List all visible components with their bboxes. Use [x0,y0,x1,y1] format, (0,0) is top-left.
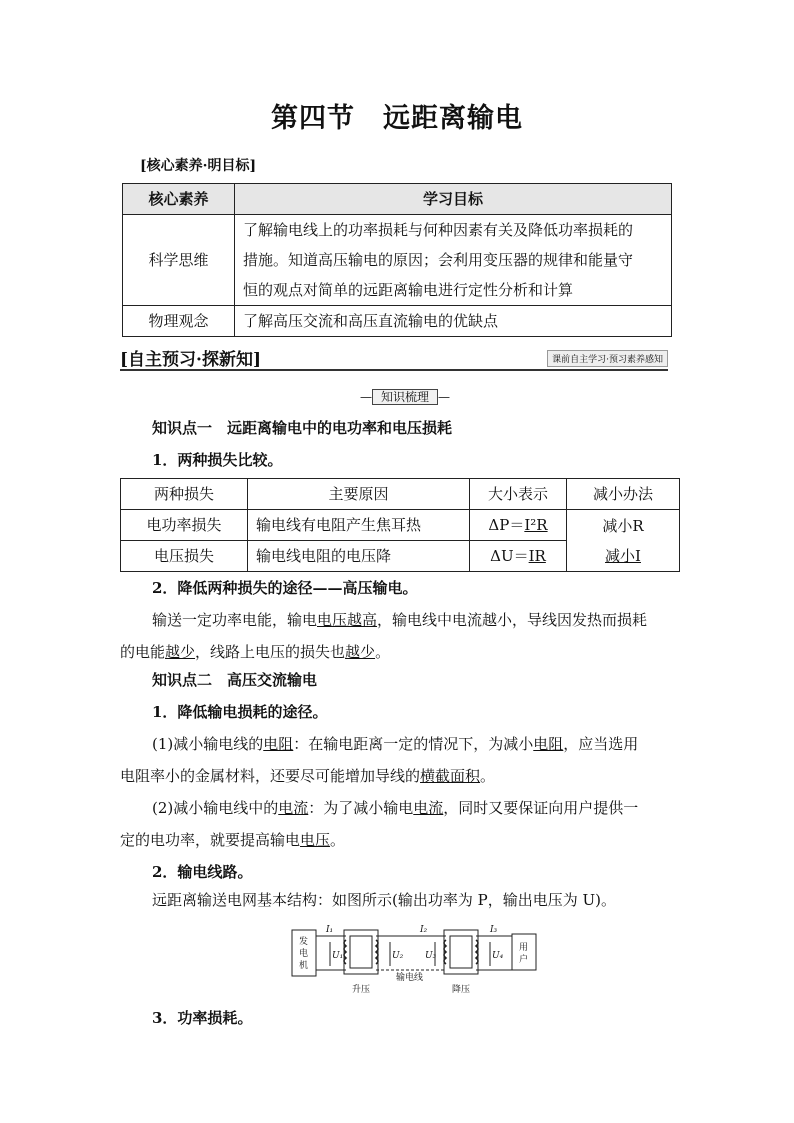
label-step-up: 升压 [352,985,371,995]
step-down-core [444,930,478,974]
loss-row-power-formula [470,510,567,541]
method-i [575,541,671,571]
loss-row-voltage-cause: 输电线电阻的电压降 [248,541,470,572]
text: 。 [375,643,391,661]
text: ：在输电距离一定的情况下，为减小 [293,735,534,753]
label-U4: U₄ [492,951,504,961]
text: 定的电功率，就要提高输电 [120,831,301,849]
section-band-rule [120,369,668,371]
loss-header-method: 减小办法 [567,479,680,510]
answer: 电流 [413,799,444,817]
label-U3: U₃ [425,951,437,961]
method-r: 减小R [602,516,644,535]
user-char: 户 [519,955,529,965]
answer: 横截面积 [420,767,481,785]
kp1-item1: 1．两种损失比较。 [152,451,283,469]
kp1-item2: 2．降低两种损失的途径——高压输电。 [152,579,418,597]
row-text-line: 了解输电线上的功率损耗与何种因素有关及降低功率损耗的 [243,221,634,239]
objectives-heading: [核心素养·明目标] [140,158,257,174]
label-U2: U₂ [392,951,404,961]
loss-row-power-cause: 输电线有电阻产生焦耳热 [248,510,470,541]
answer: 电阻 [263,735,294,753]
kp2-heading: 知识点二 高压交流输电 [152,671,318,689]
section-band-title: [自主预习·探新知] [120,350,262,370]
knowledge-box-label: 知识梳理 [372,389,438,405]
loss-row-voltage-formula [470,541,567,572]
text: ，应当选用 [563,735,639,753]
text: ：为了减小输电 [308,799,414,817]
section-band [120,345,668,369]
col-header-core: 核心素养 [123,184,235,215]
page-title: 第四节 远距离输电 [271,103,523,134]
formula-prefix: ΔP＝ [488,516,525,534]
text: 。 [330,831,346,849]
kp2-item3: 3．功率损耗。 [152,1009,253,1027]
kp2-p2-line1 [152,792,638,824]
transmission-diagram [290,922,540,997]
label-U1: U₁ [332,951,344,961]
kp2-p2-line2 [120,824,345,856]
method-i-answer: 减小I [605,546,641,565]
generator-char: 机 [299,961,309,971]
loss-header-size: 大小表示 [470,479,567,510]
kp1-heading: 知识点一 远距离输电中的电功率和电压损耗 [152,419,453,437]
label-I2: I₂ [420,925,428,935]
answer: 电阻 [533,735,564,753]
formula-prefix: ΔU＝ [490,547,529,565]
row-text-thinking [235,215,672,306]
loss-table [120,478,680,572]
text: 。 [480,767,496,785]
text: 的电能 [120,643,166,661]
label-I3: I₃ [490,925,498,935]
text: 电阻率小的金属材料，还要尽可能增加导线的 [120,767,421,785]
text: 输送一定功率电能，输电 [152,611,318,629]
text: ，线路上电压的损失也 [195,643,346,661]
row-text-line: 恒的观点对简单的远距离输电进行定性分析和计算 [243,281,574,299]
step-up-core [344,930,378,974]
objectives-table [122,183,672,337]
kp1-para-line1 [152,604,682,636]
kp2-item1: 1．降低输电损耗的途径。 [152,703,328,721]
loss-row-power-type: 电功率损失 [121,510,248,541]
step-down-core-window [450,936,472,968]
formula-answer: I²R [524,516,548,534]
kp2-item2: 2．输电线路。 [152,863,253,881]
row-name-thinking: 科学思维 [123,215,235,306]
generator-char: 电 [299,949,309,959]
knowledge-box: — 知识梳理 — [360,390,451,404]
answer: 越少 [345,643,376,661]
section-band-tag: 课前自主学习·预习素养感知 [547,350,668,367]
user-char: 用 [519,943,529,953]
loss-header-cause: 主要原因 [248,479,470,510]
row-text-physics: 了解高压交流和高压直流输电的优缺点 [235,306,672,337]
text: ，输电线中电流越小，导线因发热而损耗 [377,611,648,629]
loss-method-cell [567,510,680,572]
loss-row-voltage-type: 电压损失 [121,541,248,572]
kp2-p1-line2 [120,760,495,792]
col-header-goal: 学习目标 [235,184,672,215]
answer: 电流 [278,799,309,817]
loss-header-type: 两种损失 [121,479,248,510]
label-I1: I₁ [326,925,334,935]
formula-answer: IR [528,547,546,565]
row-text-line: 措施。知道高压输电的原因；会利用变压器的规律和能量守 [243,251,634,269]
text: (1)减小输电线的 [152,735,264,753]
generator-char: 发 [299,937,309,947]
answer: 电压 [300,831,331,849]
row-name-physics: 物理观念 [123,306,235,337]
kp2-p3: 远距离输送电网基本结构：如图所示(输出功率为 P，输出电压为 U)。 [152,891,616,909]
text: (2)减小输电线中的 [152,799,279,817]
kp2-p1-line1 [152,728,638,760]
label-step-down: 降压 [452,985,471,995]
answer: 电压越高 [317,611,378,629]
step-up-core-window [350,936,372,968]
text: ，同时又要保证向用户提供一 [443,799,639,817]
label-line: 输电线 [396,973,424,983]
answer: 越少 [165,643,196,661]
